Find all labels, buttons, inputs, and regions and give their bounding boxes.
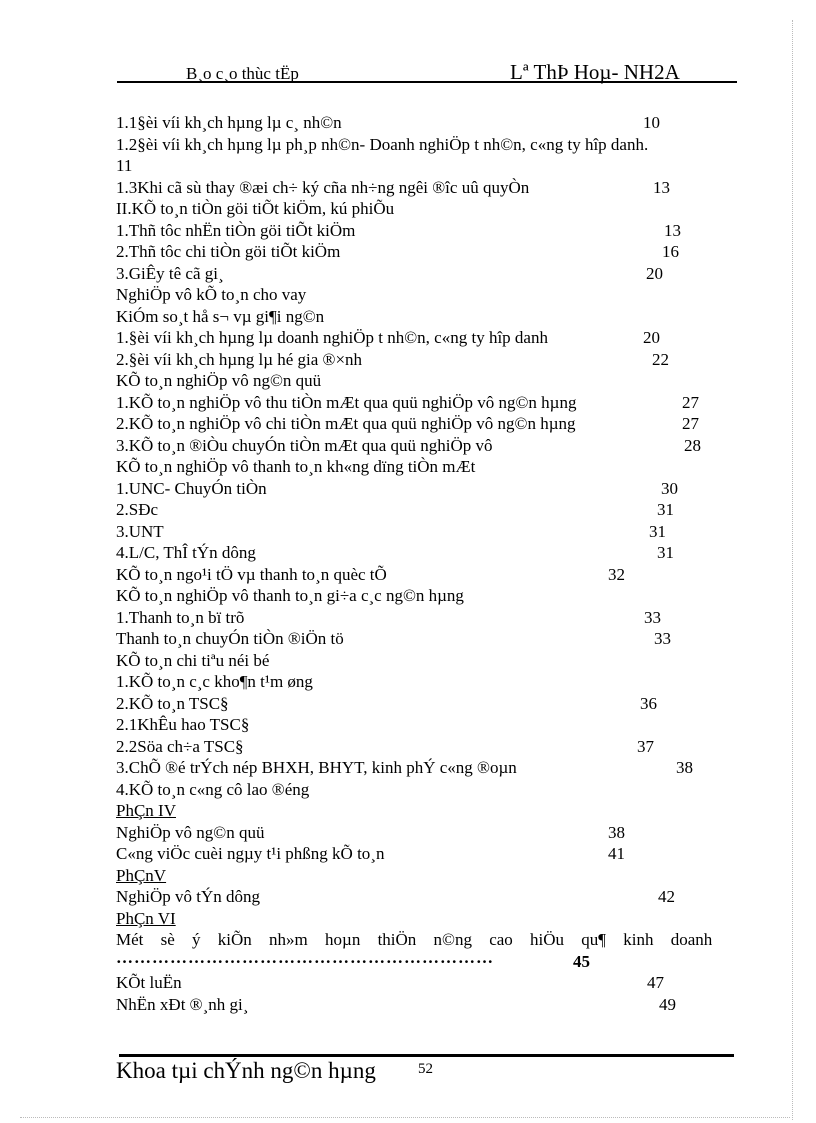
toc-page: 10 xyxy=(643,113,660,132)
toc-page: 20 xyxy=(643,328,660,347)
toc-row xyxy=(116,542,740,564)
toc-text: 2.1KhÊu hao TSC§ xyxy=(116,715,250,734)
toc-text: 3.GiÊy tê cã gi¸ xyxy=(116,263,224,283)
header-rule xyxy=(117,81,737,83)
toc-text: 1.UNC- ChuyÓn tiÒn xyxy=(116,478,267,498)
toc-row xyxy=(116,349,740,371)
toc-text: 4.L/C, ThÎ tÝn dông xyxy=(116,543,256,562)
toc-page: 45 xyxy=(573,951,590,971)
toc-text: NghiÖp vô ng©n quü xyxy=(116,822,265,842)
toc-row xyxy=(116,843,740,865)
toc-row xyxy=(116,435,740,457)
toc-text: 2.KÕ to¸n TSC§ xyxy=(116,693,229,713)
toc-text: KiÓm so¸t hå s¬ vµ gi¶i ng©n xyxy=(116,306,325,326)
toc-row xyxy=(116,112,740,134)
toc-row xyxy=(116,693,740,715)
toc-text: C«ng viÖc cuèi ngµy t¹i phßng kÕ to¸n xyxy=(116,844,385,863)
toc-row xyxy=(116,757,740,779)
toc-text: 1.Thanh to¸n bï trõ xyxy=(116,607,245,627)
toc-text: Mét sè ý kiÕn nh»m hoµn thiÖn n©ng cao hiÖu qu¶ kinh doanh xyxy=(116,930,713,949)
toc-text: KÕt luËn xyxy=(116,973,182,992)
footer-rule xyxy=(119,1054,734,1057)
toc-page: 33 xyxy=(654,629,671,648)
toc-text: 1.Thñ tôc nhËn tiÒn göi tiÕt kiÖm xyxy=(116,220,356,240)
toc-row xyxy=(116,714,740,736)
toc-row xyxy=(116,478,740,500)
header-left: B¸o c¸o thùc tËp xyxy=(186,64,299,83)
toc-text: 1.KÕ to¸n c¸c kho¶n t¹m øng xyxy=(116,672,313,691)
toc-page: 31 xyxy=(649,521,666,541)
section-heading: PhÇn VI xyxy=(116,908,176,928)
toc-page: 28 xyxy=(684,435,701,455)
toc-row xyxy=(116,886,740,908)
toc-row xyxy=(116,564,740,586)
toc-row xyxy=(116,628,740,650)
toc-row xyxy=(116,327,740,349)
toc-text: 2.2Söa ch÷a TSC§ xyxy=(116,736,244,756)
toc-page: 49 xyxy=(659,994,676,1014)
toc-page: 30 xyxy=(661,478,678,498)
toc-page: 32 xyxy=(608,564,625,584)
toc-text: II.KÕ to¸n tiÒn göi tiÕt kiÖm, kú phiÕu xyxy=(116,199,395,218)
toc-text: KÕ to¸n ngo¹i tÖ vµ thanh to¸n quèc tÕ xyxy=(116,564,387,584)
toc-page: 16 xyxy=(662,242,679,261)
toc-text: 2.§èi víi kh¸ch hµng lµ hé gia ®×nh xyxy=(116,349,363,369)
toc-page: 42 xyxy=(658,887,675,906)
toc-text: 1.1§èi víi kh¸ch hµng lµ c¸ nh©n xyxy=(116,113,342,132)
section-heading: PhÇn IV xyxy=(116,801,176,820)
toc-text: 11 xyxy=(116,156,133,175)
toc-page: 20 xyxy=(646,263,663,283)
toc-text: KÕ to¸n nghiÖp vô thanh to¸n kh«ng dïng tiÒn mÆt xyxy=(116,457,476,476)
toc-page: 27 xyxy=(682,392,699,412)
toc-text: 2.Thñ tôc chi tiÒn göi tiÕt kiÖm xyxy=(116,242,341,261)
toc-page: 22 xyxy=(652,349,669,369)
toc-page: 41 xyxy=(608,844,625,863)
toc-page: 36 xyxy=(640,693,657,713)
toc-page: 47 xyxy=(647,973,664,992)
toc-page: 38 xyxy=(608,822,625,842)
toc-row xyxy=(116,370,740,392)
footer-text: Khoa tµi chÝnh ng©n hµng xyxy=(116,1058,376,1083)
toc-row xyxy=(116,736,740,758)
toc-row xyxy=(116,607,740,629)
toc-row xyxy=(116,994,740,1016)
toc-row xyxy=(116,908,740,930)
toc-row xyxy=(116,865,740,887)
toc-text: 1.2§èi víi kh¸ch hµng lµ ph¸p nh©n- Doanh nghiÖp t nh©n, c«ng ty hîp danh. xyxy=(116,134,649,154)
toc-page: 31 xyxy=(657,543,674,562)
toc-row xyxy=(116,263,740,285)
toc-row xyxy=(116,499,740,521)
toc-row xyxy=(116,521,740,543)
toc-row xyxy=(116,585,740,607)
toc-text: 3.ChÕ ®é trÝch nép BHXH, BHYT, kinh phÝ c«ng ®oµn xyxy=(116,758,517,777)
toc-page: 37 xyxy=(637,736,654,756)
toc-text: 1.§èi víi kh¸ch hµng lµ doanh nghiÖp t nh©n, c«ng ty hîp danh xyxy=(116,328,548,347)
toc-row xyxy=(116,456,740,478)
footer-page-number: 52 xyxy=(418,1061,433,1077)
table-of-contents xyxy=(116,112,740,1015)
toc-text: 3.KÕ to¸n ®iÒu chuyÓn tiÒn mÆt qua quü nghiÖp vô xyxy=(116,435,493,455)
toc-row xyxy=(116,306,740,328)
toc-text: KÕ to¸n nghiÖp vô thanh to¸n gi÷a c¸c ng©n hµng xyxy=(116,586,464,605)
toc-row xyxy=(116,947,740,973)
toc-text: 1.3Khi cã sù thay ®æi ch÷ ký cña nh÷ng ngêi ®îc uû quyÒn xyxy=(116,177,530,197)
toc-row xyxy=(116,392,740,414)
toc-text: KÕ to¸n chi tiªu néi bé xyxy=(116,650,270,670)
toc-text: NhËn xÐt ®¸nh gi¸ xyxy=(116,994,249,1014)
toc-text: Thanh to¸n chuyÓn tiÒn ®iÖn tö xyxy=(116,629,344,648)
toc-page: 27 xyxy=(682,414,699,433)
toc-text: KÕ to¸n nghiÖp vô ng©n quü xyxy=(116,371,322,390)
toc-text: 2.KÕ to¸n nghiÖp vô chi tiÒn mÆt qua quü nghiÖp vô ng©n hµng xyxy=(116,414,576,433)
toc-leader-dots: ……………………………………………………… xyxy=(116,947,494,967)
toc-page: 31 xyxy=(657,500,674,519)
toc-row xyxy=(116,155,740,177)
page-edge-bottom xyxy=(20,1117,790,1118)
toc-row xyxy=(116,220,740,242)
toc-row xyxy=(116,779,740,801)
toc-row xyxy=(116,284,740,306)
toc-page: 13 xyxy=(653,177,670,197)
section-heading: PhÇnV xyxy=(116,865,167,885)
toc-text: 3.UNT xyxy=(116,521,164,541)
toc-text: 1.KÕ to¸n nghiÖp vô thu tiÒn mÆt qua quü nghiÖp vô ng©n hµng xyxy=(116,392,577,412)
toc-row xyxy=(116,822,740,844)
toc-row xyxy=(116,650,740,672)
page-edge-right xyxy=(792,20,793,1120)
toc-text: 2.SÐc xyxy=(116,500,159,519)
toc-row xyxy=(116,413,740,435)
toc-row xyxy=(116,241,740,263)
toc-row xyxy=(116,800,740,822)
toc-row xyxy=(116,177,740,199)
toc-page: 33 xyxy=(644,607,661,627)
toc-row xyxy=(116,671,740,693)
toc-row xyxy=(116,972,740,994)
toc-row xyxy=(116,198,740,220)
toc-text: 4.KÕ to¸n c«ng cô lao ®éng xyxy=(116,779,310,799)
header-right: Lª ThÞ Hoµ- NH2A xyxy=(510,60,680,84)
toc-page: 38 xyxy=(676,758,693,777)
toc-row xyxy=(116,134,740,156)
toc-page: 13 xyxy=(664,220,681,240)
toc-text: NghiÖp vô kÕ to¸n cho vay xyxy=(116,285,307,304)
toc-text: NghiÖp vô tÝn dông xyxy=(116,887,261,906)
